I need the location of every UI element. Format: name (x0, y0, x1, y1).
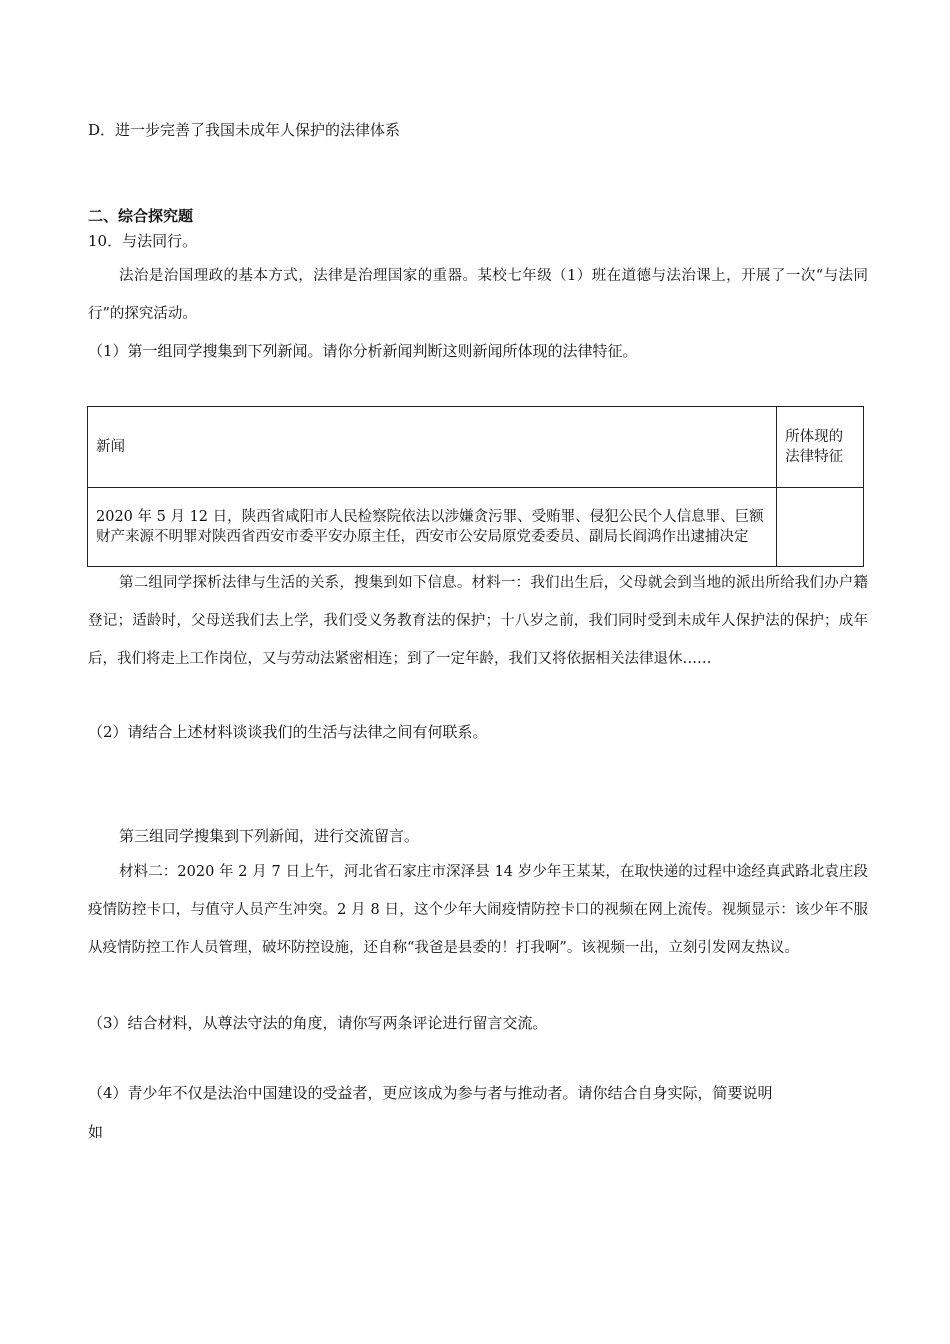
question-3: （3）结合材料，从尊法守法的角度，请你写两条评论进行留言交流。 (88, 1014, 548, 1032)
question-1: （1）第一组同学搜集到下列新闻。请你分析新闻判断这则新闻所体现的法律特征。 (88, 342, 638, 360)
table-row (88, 488, 864, 567)
table-header-row (88, 407, 864, 488)
option-d: D．进一步完善了我国未成年人保护的法律体系 (88, 121, 401, 139)
feature-answer-cell (777, 488, 864, 567)
news-content: 2020 年 5 月 12 日，陕西省咸阳市人民检察院依法以涉嫌贪污罪、受贿罪、侵犯公民个人信息罪、巨额财产来源不明罪对陕西省西安市委平安办原主任，西安市公安局原党委委员、副局长阎鸿作出逮捕决定 (88, 488, 777, 567)
question-4-line-2: 如 (88, 1123, 104, 1141)
question-2: （2）请结合上述材料谈谈我们的生活与法律之间有何联系。 (88, 723, 488, 741)
header-feature: 所体现的法律特征 (777, 407, 864, 488)
material-two: 材料二：2020 年 2 月 7 日上午，河北省石家庄市深泽县 14 岁少年王某某，在取快递的过程中途经真武路北袁庄段疫情防控卡口，与值守人员产生冲突。2 月 8 日，这个少年大闹疫情防控卡口的视频在网上流传。视频显示：该少年不服从疫情防控工作人员管理，破坏防控设施，还自称“我爸是县委的！打我啊”。该视频一出，立刻引发网友热议。 (88, 864, 868, 956)
material-one: 第二组同学探析法律与生活的关系，搜集到如下信息。材料一：我们出生后，父母就会到当地的派出所给我们办户籍登记；适龄时，父母送我们去上学，我们受义务教育法的保护；十八岁之前，我们同时受到未成年人保护法的保护；成年后，我们将走上工作岗位，又与劳动法紧密相连；到了一定年龄，我们又将依据相关法律退休…… (88, 575, 868, 667)
question-intro: 法治是治国理政的基本方式，法律是治理国家的重器。某校七年级（1）班在道德与法治课上，开展了一次“与法同行”的探究活动。 (88, 268, 868, 322)
header-news: 新闻 (88, 407, 777, 488)
section-title: 二、综合探究题 (88, 207, 194, 225)
news-table (87, 406, 864, 567)
question-title: 10．与法同行。 (88, 232, 198, 250)
group-three-intro: 第三组同学搜集到下列新闻，进行交流留言。 (119, 827, 420, 845)
question-4-line-1: （4）青少年不仅是法治中国建设的受益者，更应该成为参与者与推动者。请你结合自身实际，简要说明 (88, 1084, 773, 1102)
